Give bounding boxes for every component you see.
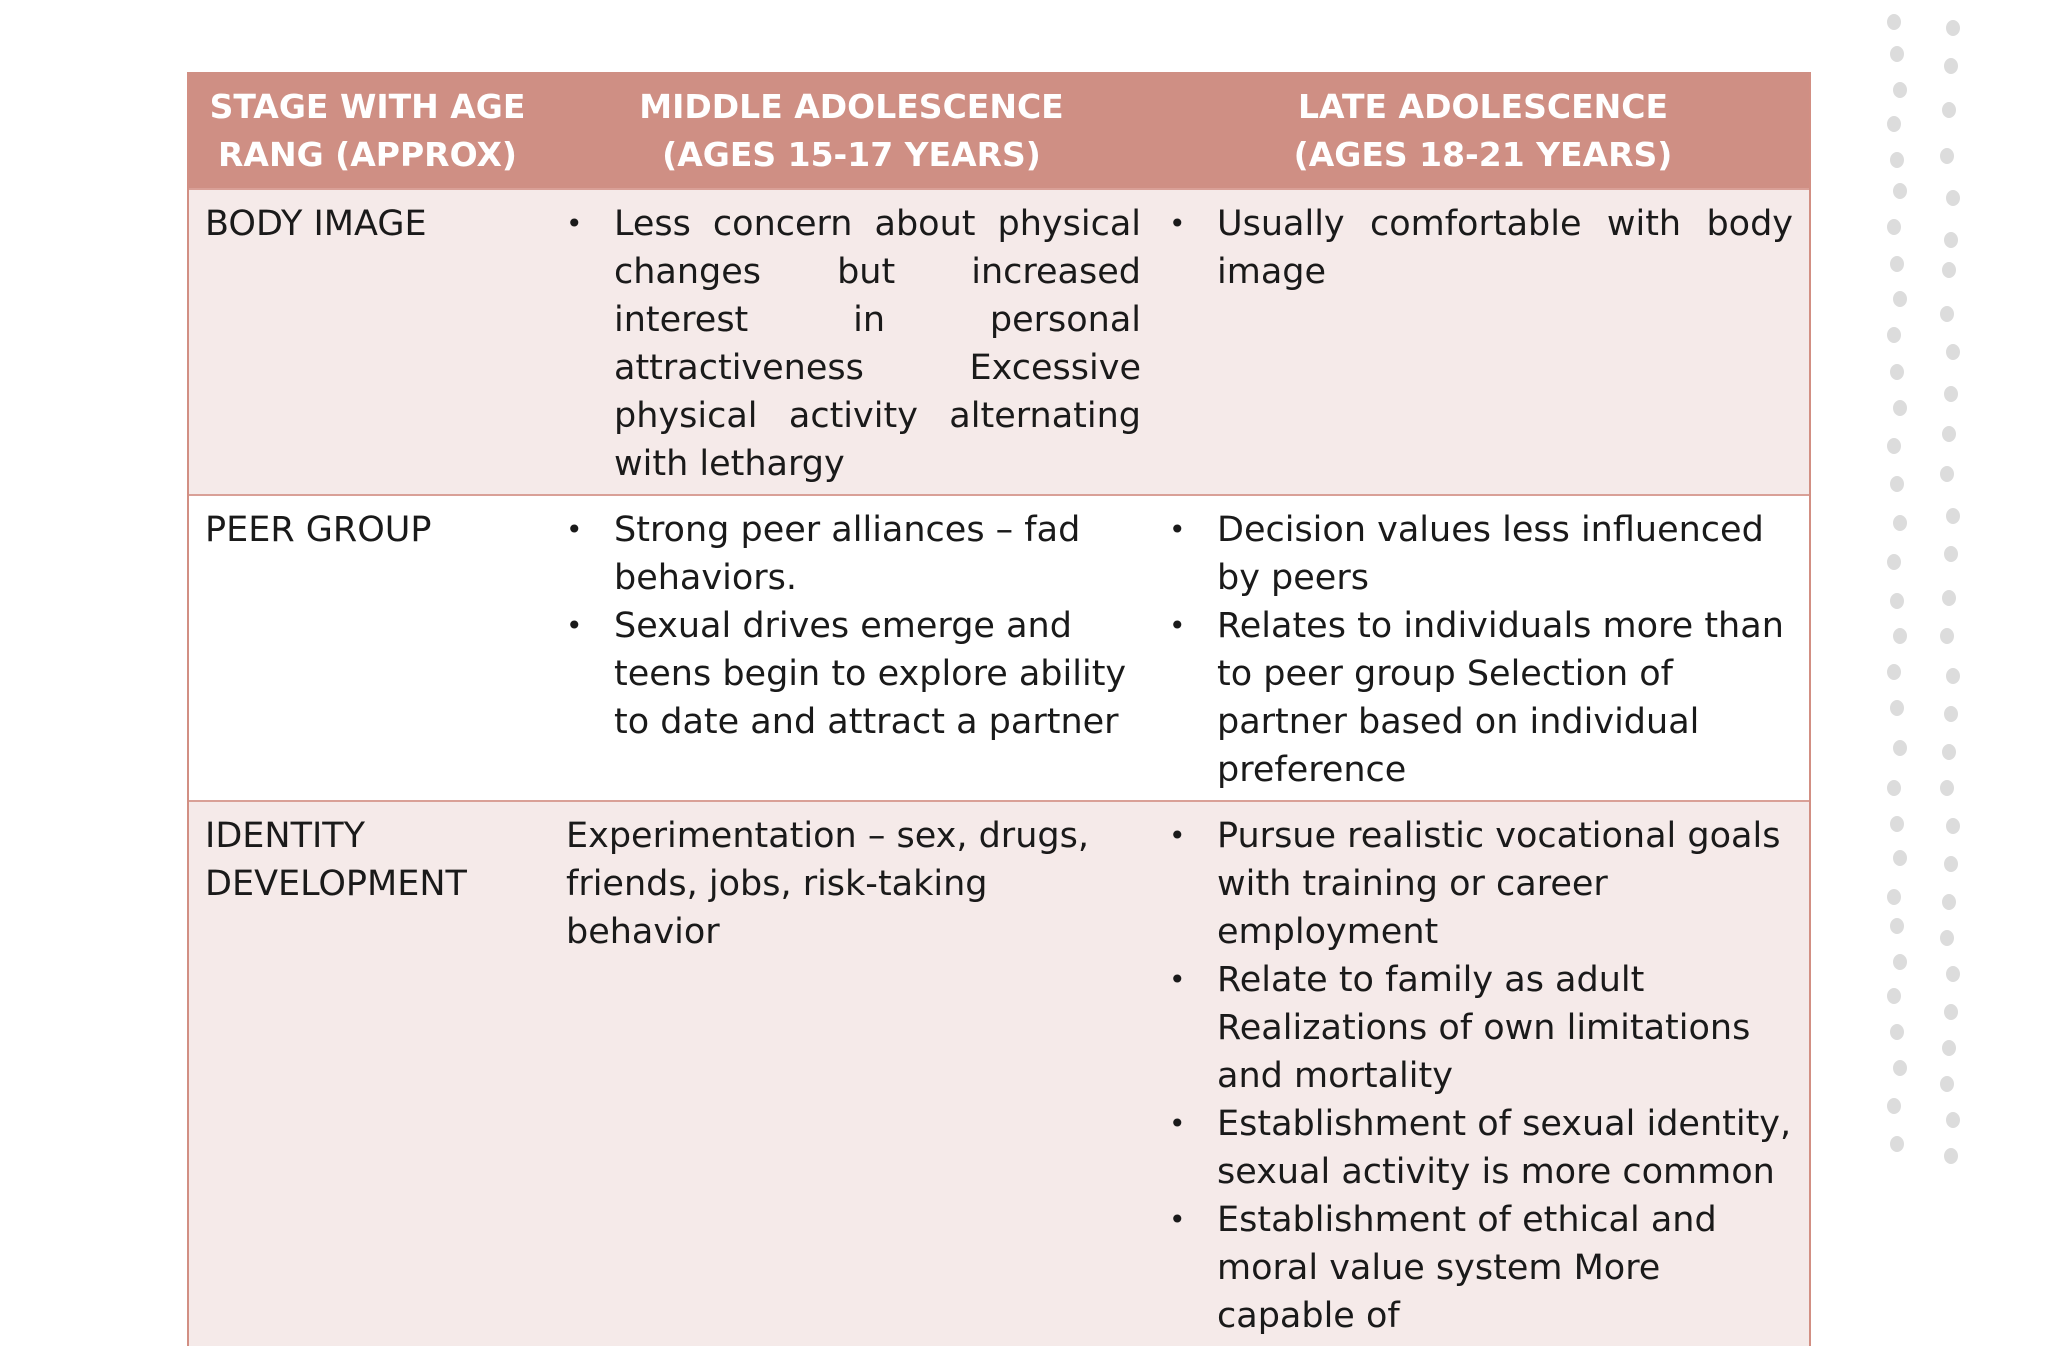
decorative-dot — [1893, 954, 1907, 970]
decorative-dot — [1946, 818, 1960, 834]
decorative-dot — [1946, 20, 1960, 36]
list-item: • Relates to individuals more than to peer group Selection of partner based on individual preference — [1169, 602, 1793, 794]
decorative-dot — [1942, 744, 1956, 760]
header-middle-line-1: MIDDLE ADOLESCENCE — [639, 87, 1064, 126]
stage-label-line-1: IDENTITY — [205, 816, 366, 856]
decorative-dot — [1944, 546, 1958, 562]
decorative-dot — [1887, 116, 1901, 132]
list-item: • Usually comfortable with body image — [1169, 200, 1793, 296]
decorative-dot — [1942, 262, 1956, 278]
bullet-list — [566, 200, 1141, 488]
decorative-dot — [1946, 668, 1960, 684]
decorative-dot — [1887, 664, 1901, 680]
header-middle-line-2: (AGES 15-17 YEARS) — [662, 135, 1041, 174]
cell-middle — [546, 495, 1157, 801]
decorative-dot — [1893, 183, 1907, 199]
decorative-dot — [1946, 1112, 1960, 1128]
cell-middle — [546, 801, 1157, 1346]
decorative-dot — [1887, 554, 1901, 570]
list-item: • Decision values less influenced by peers — [1169, 506, 1793, 602]
header-stage-line-2: RANG (APPROX) — [218, 135, 517, 174]
list-item: • Sexual drives emerge and teens begin to explore ability to date and attract a partner — [566, 602, 1141, 746]
decorative-dot — [1942, 102, 1956, 118]
decorative-dot — [1887, 219, 1901, 235]
table-row-body-image — [189, 189, 1809, 495]
table-body — [189, 189, 1809, 1346]
decorative-dot — [1893, 850, 1907, 866]
cell-stage — [189, 495, 546, 801]
header-row — [189, 72, 1809, 189]
decorative-dot — [1890, 46, 1904, 62]
decorative-dot — [1890, 700, 1904, 716]
decorative-dot — [1890, 918, 1904, 934]
decorative-dot — [1887, 438, 1901, 454]
decorative-dot — [1893, 515, 1907, 531]
decorative-dot — [1890, 593, 1904, 609]
middle-text: Experimentation – sex, drugs, friends, jobs, risk-taking behavior — [566, 816, 1089, 952]
header-middle-adolescence — [546, 72, 1157, 189]
decorative-dots — [1880, 0, 1990, 1152]
decorative-dot — [1940, 1076, 1954, 1092]
decorative-dot — [1942, 426, 1956, 442]
decorative-dot — [1946, 966, 1960, 982]
decorative-dot — [1890, 816, 1904, 832]
decorative-dot — [1893, 82, 1907, 98]
decorative-dot — [1942, 1040, 1956, 1056]
decorative-dot — [1890, 1136, 1904, 1152]
bullet-list — [1169, 200, 1793, 296]
decorative-dot — [1946, 190, 1960, 206]
cell-stage — [189, 801, 546, 1346]
decorative-dot — [1887, 988, 1901, 1004]
table-header — [189, 72, 1809, 189]
list-item: • Relate to family as adult Realizations of own limitations and mortality — [1169, 956, 1793, 1100]
decorative-dot — [1944, 706, 1958, 722]
decorative-dot — [1944, 232, 1958, 248]
decorative-dot — [1887, 14, 1901, 30]
bullet-list — [1169, 506, 1793, 794]
table-row-identity-development — [189, 801, 1809, 1346]
decorative-dot — [1893, 628, 1907, 644]
table-row-peer-group — [189, 495, 1809, 801]
decorative-dot — [1940, 466, 1954, 482]
decorative-dot — [1890, 1024, 1904, 1040]
decorative-dot — [1940, 628, 1954, 644]
header-late-line-2: (AGES 18-21 YEARS) — [1293, 135, 1673, 174]
decorative-dot — [1940, 930, 1954, 946]
decorative-dot — [1944, 856, 1958, 872]
decorative-dot — [1946, 344, 1960, 360]
decorative-dot — [1944, 1148, 1958, 1164]
development-table — [189, 72, 1809, 1346]
decorative-dot — [1893, 291, 1907, 307]
cell-late — [1157, 495, 1809, 801]
decorative-dot — [1942, 894, 1956, 910]
decorative-dot — [1887, 1098, 1901, 1114]
list-item: • Pursue realistic vocational goals with training or career employment — [1169, 812, 1793, 956]
header-late-adolescence — [1157, 72, 1809, 189]
cell-late — [1157, 189, 1809, 495]
decorative-dot — [1944, 386, 1958, 402]
decorative-dot — [1940, 780, 1954, 796]
cell-middle — [546, 189, 1157, 495]
header-stage-line-1: STAGE WITH AGE — [209, 87, 526, 126]
decorative-dot — [1890, 256, 1904, 272]
decorative-dot — [1890, 476, 1904, 492]
decorative-dot — [1890, 152, 1904, 168]
decorative-dot — [1944, 58, 1958, 74]
bullet-list — [1169, 812, 1793, 1340]
decorative-dot — [1893, 400, 1907, 416]
list-item: • Establishment of sexual identity, sexual activity is more common — [1169, 1100, 1793, 1196]
decorative-dot — [1893, 1060, 1907, 1076]
decorative-dot — [1940, 148, 1954, 164]
cell-late — [1157, 801, 1809, 1346]
stage-label: PEER GROUP — [205, 510, 432, 550]
list-item: • Less concern about physical changes but increased interest in personal attractiveness Excessive physical activity alternating with lethargy — [566, 200, 1141, 488]
bullet-list — [566, 506, 1141, 746]
decorative-dot — [1887, 780, 1901, 796]
decorative-dot — [1893, 740, 1907, 756]
decorative-dot — [1940, 306, 1954, 322]
stage-label-line-2: DEVELOPMENT — [205, 864, 467, 904]
decorative-dot — [1942, 590, 1956, 606]
stage-label: BODY IMAGE — [205, 204, 427, 244]
header-stage — [189, 72, 546, 189]
list-item: • Strong peer alliances – fad behaviors. — [566, 506, 1141, 602]
list-item: • Establishment of ethical and moral value system More capable of — [1169, 1196, 1793, 1340]
decorative-dot — [1887, 327, 1901, 343]
decorative-dot — [1887, 889, 1901, 905]
development-table-container — [187, 72, 1811, 1346]
cell-stage — [189, 189, 546, 495]
decorative-dot — [1890, 364, 1904, 380]
decorative-dot — [1946, 508, 1960, 524]
decorative-dot — [1944, 1004, 1958, 1020]
header-late-line-1: LATE ADOLESCENCE — [1297, 87, 1668, 126]
